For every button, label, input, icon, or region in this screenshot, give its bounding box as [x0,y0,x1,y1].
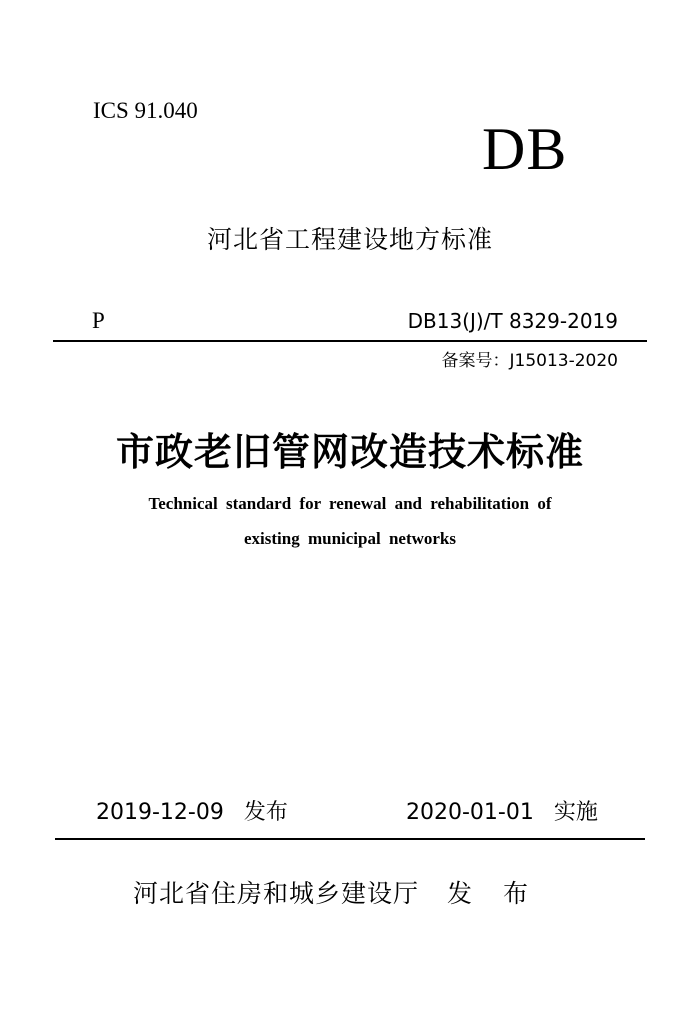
publisher-line [133,876,529,912]
publish-word-2: 布 [503,879,530,908]
effective-date-line [406,797,598,829]
db-mark: DB [482,116,568,182]
effective-label: 实施 [553,800,598,825]
bottom-divider [55,838,645,840]
publisher-name: 河北省住房和城乡建设厅 [133,879,420,908]
publish-word-1: 发 [447,879,474,908]
title-english-line-1: Technical standard for renewal and rehabilitation of [148,494,552,513]
effective-date: 2020-01-01 [406,800,534,825]
title-english-line-2: existing municipal networks [243,529,457,548]
ics-code: ICS 91.040 [93,98,198,123]
top-divider [53,340,647,342]
standard-number: DB13(J)/T 8329-2019 [407,309,618,333]
issue-label: 发布 [243,800,288,825]
record-number: 备案号：J15013-2020 [441,351,618,371]
issue-date: 2019-12-09 [96,800,224,825]
category-code: P [92,308,105,333]
title-chinese: 市政老旧管网改造技术标准 [115,432,584,474]
issue-date-line [96,797,288,829]
standard-authority: 河北省工程建设地方标准 [206,225,493,254]
